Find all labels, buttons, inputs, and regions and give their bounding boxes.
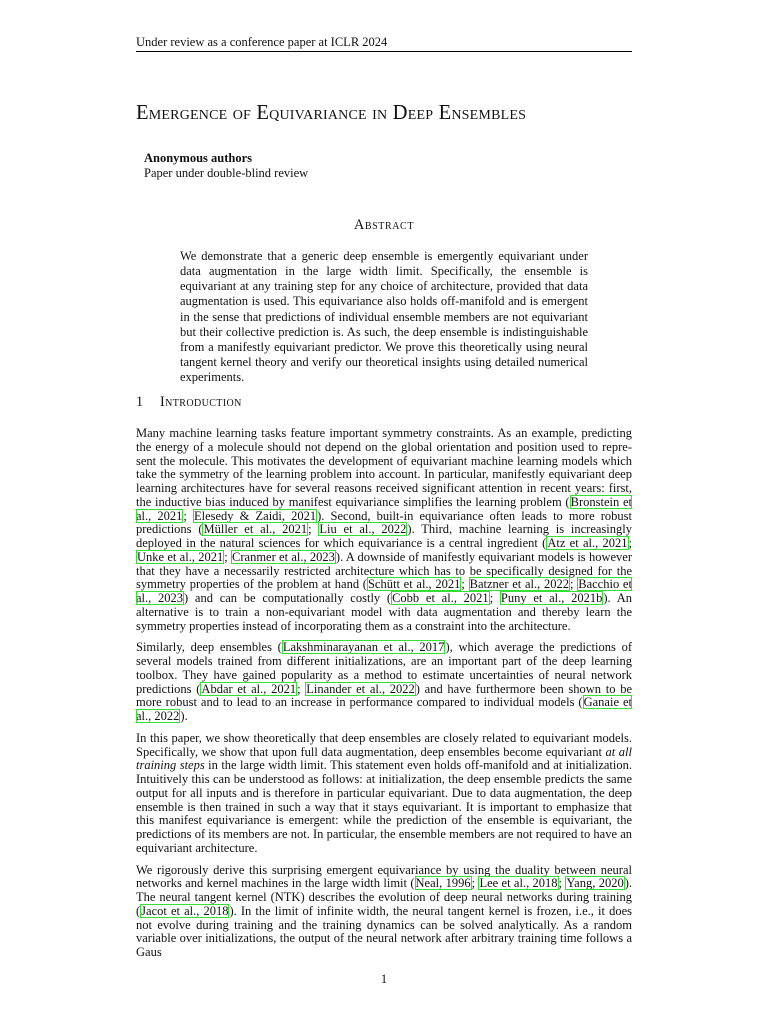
- abstract-heading: Abstract: [353, 217, 415, 233]
- title-initial: E: [438, 102, 452, 124]
- citation-link[interactable]: Puny et al., 2021b: [500, 591, 603, 605]
- citation-link[interactable]: Neal, 1996: [415, 876, 471, 891]
- citation-link[interactable]: Ganaie et al., 2022: [136, 695, 632, 723]
- citation-link[interactable]: Elesedy & Zaidi, 2021: [193, 508, 317, 523]
- body-text: ). Second, built-in equivariance often leads to more robust predictions (: [136, 508, 632, 537]
- running-head: Under review as a conference paper at ICLR 2024: [136, 35, 388, 49]
- citation-link[interactable]: Cobb et al., 2021: [392, 591, 489, 605]
- citation-link[interactable]: Atz et al., 2021: [547, 536, 628, 550]
- citation-link[interactable]: Abdar et al., 2021: [201, 681, 297, 696]
- body-paragraph: [136, 427, 632, 633]
- body-text: ;: [224, 549, 232, 564]
- body-text: in the large width limit. This statement even holds off-manifold and at initialization. Intuitively this can be understood as follows: at initialization, the deep ensemble predicts the same output for all inputs and is therefore in particular equivariant. Due to data augmentation, the deep ensemble is then trained in such a way that it stays equivariant. It is important to emphasize that this manifest equivariance is emergent: while the prediction of the ensemble is equivariant, the predictions of its members are not. In particular, the ensemble members are not required to have an equivariant architecture.: [136, 758, 632, 855]
- title-initial: E: [256, 102, 270, 124]
- body-text: ;: [183, 508, 193, 523]
- authors-block: [144, 151, 544, 181]
- header-rule: [136, 51, 632, 52]
- body-text: ;: [461, 577, 469, 592]
- citation-link[interactable]: Müller et al., 2021: [203, 522, 308, 537]
- body-text: ;: [570, 577, 578, 592]
- body-text: ;: [628, 536, 632, 550]
- body-text: We rigorously derive this surprising emergent equivariance by using the duality between neural networks and kernel machines in the large width limit (: [136, 862, 632, 891]
- body-text: ). The neural tangent kernel (NTK) describes the evolution of deep neural networks during training (: [136, 876, 632, 918]
- body-text: Similarly, deep ensembles (: [136, 640, 282, 655]
- body-text: ).: [180, 709, 188, 723]
- title-word-rest: mergence: [148, 102, 228, 124]
- section-number: 1: [136, 394, 144, 410]
- citation-link[interactable]: Schütt et al., 2021: [367, 577, 461, 592]
- citation-link[interactable]: Batzner et al., 2022: [469, 577, 570, 592]
- citation-link[interactable]: Jacot et al., 2018: [141, 903, 229, 918]
- section-heading: [136, 394, 632, 411]
- citation-link[interactable]: Liu et al., 2022: [319, 522, 407, 537]
- body-text: ;: [489, 591, 500, 605]
- title-word: of: [227, 102, 257, 124]
- citation-link[interactable]: Bacchio et al., 2023: [136, 577, 632, 605]
- author-name: Anonymous authors: [144, 151, 253, 165]
- body-text: ;: [308, 522, 319, 537]
- body-text: ). In the limit of infinite width, the neural tangent kernel is frozen, i.e., it does not evolve during training and the training dynamics can be solved analytically. As a random variable over initializations, the output of the neural network after arbitrary training time follows a Gaus: [136, 903, 632, 959]
- citation-link[interactable]: Unke et al., 2021: [137, 549, 224, 564]
- body-text: ). An alternative is to train a non-equivariant model with data augmentation and thereby learn the symmetry properties instead of incorporating them as a constraint into the architecture.: [136, 591, 632, 633]
- title-word-rest: quivariance: [269, 102, 367, 124]
- citation-link[interactable]: Lakshminarayanan et al., 2017: [282, 640, 445, 655]
- title-word-rest: eep: [407, 102, 434, 124]
- section-title: Introduction: [160, 394, 242, 410]
- body-paragraph: [136, 864, 632, 960]
- emphasis-text: at all training steps: [136, 744, 632, 773]
- body-text: In this paper, we show theoretically that deep ensembles are closely related to equivariant models. Specifically, we show that upon full data augmentation, deep ensembles become equivariant: [136, 730, 632, 759]
- abstract-text: We demonstrate that a generic deep ensemble is emergently equivariant under data augmentation in the large width limit. Specifically, the ensemble is equivariant at any training step for any choice of architecture, provided that data augmentation is used. This equivariance also holds off-manifold and is emergent in the sense that predictions of individual ensemble members are not equivariant but their collective prediction is. As such, the deep ensemble is indistinguishable from a manifestly equivariant predictor. We prove this theoretically using neural tangent kernel theory and verify our theoretical insights using detailed numerical experiments.: [180, 249, 588, 385]
- body-text: ;: [297, 681, 306, 696]
- body-text: ;: [471, 876, 479, 891]
- citation-link[interactable]: Linander et al., 2022: [306, 681, 415, 696]
- body-text: ) and can be computationally costly (: [184, 591, 392, 605]
- introduction-body: [136, 427, 632, 968]
- citation-link[interactable]: Bronstein et al., 2021: [136, 494, 632, 523]
- citation-link[interactable]: Cranmer et al., 2023: [232, 549, 335, 564]
- body-text: ) and have furthermore been shown to be more robust and to lead to an increase in performance compared to individual models (: [136, 681, 632, 710]
- title-initial: D: [392, 102, 408, 124]
- body-text: Many machine learning tasks feature important symmetry constraints. As an example, predicting the energy of a molecule should not depend on the global orientation and position used to represent the molecule. This motivates the development of equivariant machine learning models which take the symmetry of the learning problem into account. In particular, manifestly equivariant deep learning architectures have for several reasons received significant attention in recent years: first, the inductive bias induced by manifest equivariance simplifies the learning problem (: [136, 426, 632, 509]
- page-number: 1: [380, 972, 388, 986]
- review-note: Paper under double-blind review: [144, 166, 309, 180]
- citation-link[interactable]: Lee et al., 2018: [479, 876, 558, 891]
- title-word-rest: nsembles: [451, 102, 527, 124]
- body-text: ), which average the predictions of several models trained from different initializations, are an important part of the deep learning toolbox. They have gained popularity as a method to estimate uncertainties of neural network predictions (: [136, 640, 632, 696]
- body-paragraph: [136, 641, 632, 724]
- body-text: ). A downside of manifestly equivariant models is however that they have a necessarily restricted architecture which has to be specifically designed for the symmetry properties of the problem at hand (: [136, 549, 632, 592]
- paper-title: [136, 100, 656, 126]
- body-paragraph: [136, 732, 632, 856]
- title-initial: E: [136, 102, 149, 124]
- citation-link[interactable]: Yang, 2020: [566, 876, 624, 891]
- body-text: ;: [558, 876, 566, 891]
- title-word: in: [366, 102, 393, 124]
- body-text: ). Third, machine learning is increasingly deployed in the natural sciences for which equivariance is a central ingredient (: [136, 522, 632, 550]
